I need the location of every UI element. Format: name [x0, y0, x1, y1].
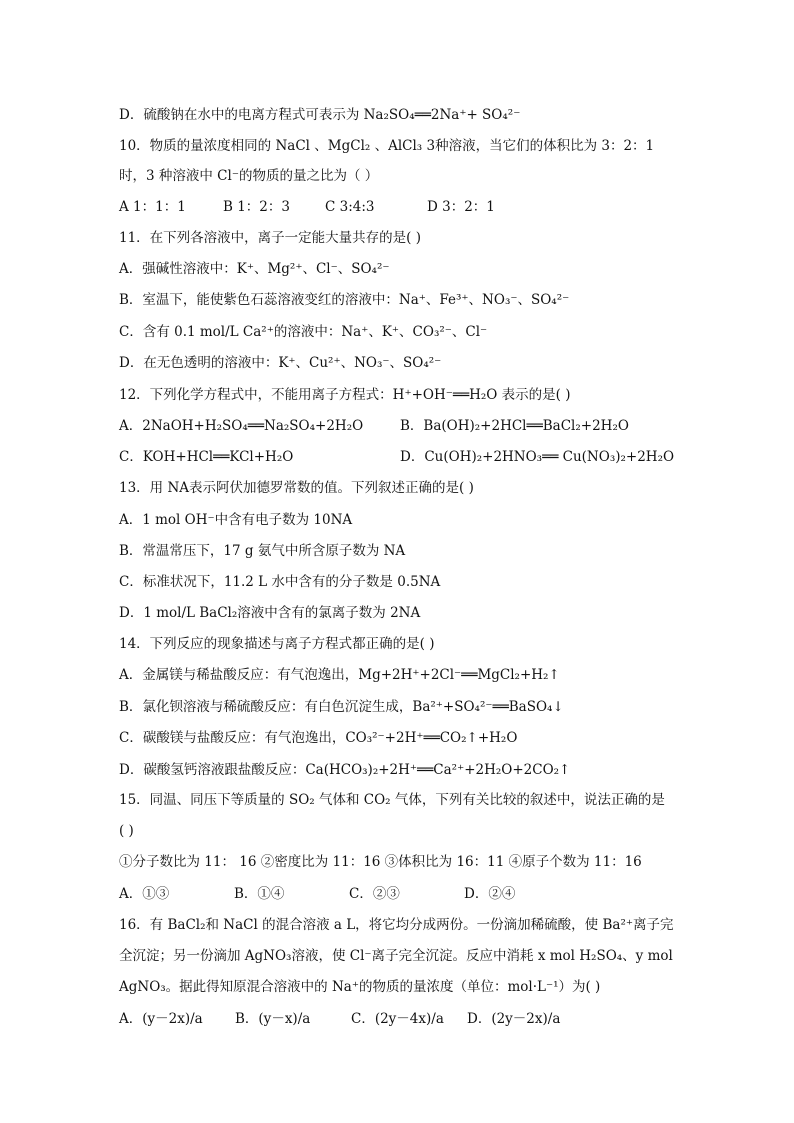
q11-option-b: B．室温下，能使紫色石蕊溶液变红的溶液中：Na⁺、Fe³⁺、NO₃⁻、SO₄²⁻: [119, 292, 570, 308]
q11-option-a: A．强碱性溶液中：K⁺、Mg²⁺、Cl⁻、SO₄²⁻: [119, 261, 390, 277]
q14-option-a: A．金属镁与稀盐酸反应：有气泡逸出，Mg+2H⁺+2Cl⁻══MgCl₂+H₂↑: [119, 667, 560, 683]
q15-options: [119, 884, 579, 904]
q15-stem-line2: ( ): [119, 823, 134, 839]
q15-stem-line1: 15．同温、同压下等质量的 SO₂ 气体和 CO₂ 气体，下列有关比较的叙述中，说法正确的是: [119, 792, 665, 808]
q10-option-a: A 1：1：1: [119, 199, 186, 215]
q13-option-b: B．常温常压下，17 g 氨气中所含原子数为 NA: [119, 543, 406, 559]
q16-option-d: D．(2y－2x)/a: [467, 1011, 561, 1027]
q16-option-c: C．(2y－4x)/a: [351, 1011, 444, 1027]
q12-stem: 12．下列化学方程式中，不能用离子方程式：H⁺+OH⁻══H₂O 表示的是( ): [119, 387, 571, 403]
q9-option-d: D．硫酸钠在水中的电离方程式可表示为 Na₂SO₄══2Na⁺+ SO₄²⁻: [119, 107, 521, 123]
q12-option-b: B．Ba(OH)₂+2HCl══BaCl₂+2H₂O: [400, 418, 629, 434]
q15-option-c: C．②③: [349, 886, 400, 902]
q12-option-c: C．KOH+HCl══KCl+H₂O: [119, 449, 294, 465]
q16-stem-line2: 全沉淀；另一份滴加 AgNO₃溶液，使 Cl⁻离子完全沉淀。反应中消耗 x mol H₂SO₄、y mol: [119, 948, 673, 964]
q13-option-c: C．标准状况下，11.2 L 水中含有的分子数是 0.5NA: [119, 574, 441, 590]
q10-stem-line1: 10．物质的量浓度相同的 NaCl 、MgCl₂ 、AlCl₃ 3种溶液，当它们的体积比为 3：2：1: [119, 138, 655, 154]
q13-stem: 13．用 NA表示阿伏加德罗常数的值。下列叙述正确的是( ): [119, 480, 474, 496]
q16-option-b: B．(y－x)/a: [235, 1011, 311, 1027]
q12-option-d: D．Cu(OH)₂+2HNO₃══ Cu(NO₃)₂+2H₂O: [400, 449, 675, 465]
q10-option-c: C 3:4:3: [325, 199, 375, 215]
q11-stem: 11．在下列各溶液中，离子一定能大量共存的是( ): [119, 230, 422, 246]
q14-stem: 14．下列反应的现象描述与离子方程式都正确的是( ): [119, 636, 435, 652]
q11-option-d: D．在无色透明的溶液中：K⁺、Cu²⁺、NO₃⁻、SO₄²⁻: [119, 355, 442, 371]
q10-option-d: D 3：2：1: [427, 199, 495, 215]
q11-option-c: C．含有 0.1 mol/L Ca²⁺的溶液中：Na⁺、K⁺、CO₃²⁻、Cl⁻: [119, 324, 488, 340]
q12-options-row2: [119, 447, 681, 467]
q12-option-a: A．2NaOH+H₂SO₄══Na₂SO₄+2H₂O: [119, 418, 364, 434]
q15-statements: ①分子数比为 11： 16 ②密度比为 11：16 ③体积比为 16：11 ④原子个数为 11：16: [119, 854, 642, 870]
q14-option-d: D．碳酸氢钙溶液跟盐酸反应：Ca(HCO₃)₂+2H⁺══Ca²⁺+2H₂O+2CO₂↑: [119, 762, 571, 778]
q13-option-d: D．1 mol/L BaCl₂溶液中含有的氯离子数为 2NA: [119, 605, 421, 621]
q14-option-c: C．碳酸镁与盐酸反应：有气泡逸出，CO₃²⁻+2H⁺══CO₂↑+H₂O: [119, 730, 518, 746]
q10-options: [119, 197, 529, 217]
q12-options-row1: [119, 416, 681, 436]
q15-option-d: D．②④: [464, 886, 516, 902]
q15-option-b: B．①④: [234, 886, 285, 902]
q16-stem-line3: AgNO₃。据此得知原混合溶液中的 Na⁺的物质的量浓度（单位：mol·L⁻¹）为( ): [119, 979, 601, 995]
q15-option-a: A．①③: [119, 886, 170, 902]
q10-option-b: B 1：2：3: [223, 199, 290, 215]
q16-options: [119, 1009, 583, 1029]
q16-stem-line1: 16．有 BaCl₂和 NaCl 的混合溶液 a L，将它均分成两份。一份滴加稀硫酸，使 Ba²⁺离子完: [119, 917, 674, 933]
q13-option-a: A．1 mol OH⁻中含有电子数为 10NA: [119, 512, 353, 528]
q14-option-b: B．氯化钡溶液与稀硫酸反应：有白色沉淀生成，Ba²⁺+SO₄²⁻══BaSO₄↓: [119, 699, 564, 715]
q10-stem-line2: 时，3 种溶液中 Cl⁻的物质的量之比为（ ）: [119, 168, 379, 184]
q16-option-a: A．(y－2x)/a: [119, 1011, 203, 1027]
